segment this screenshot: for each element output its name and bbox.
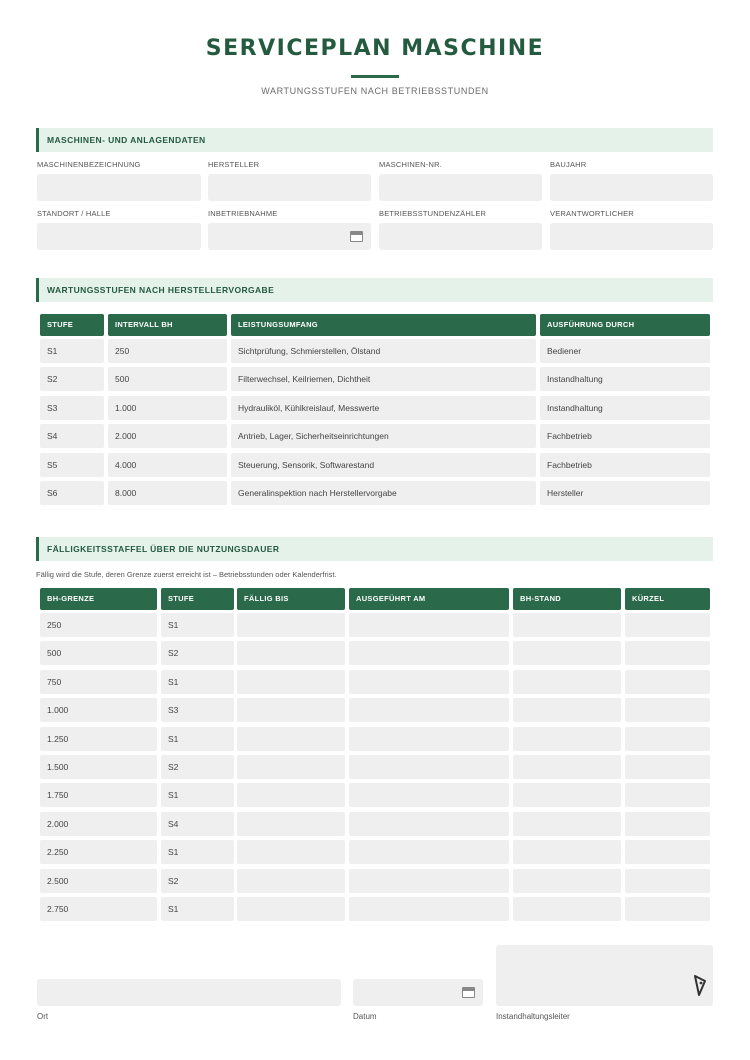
schedule-cell-r8-c3[interactable] — [349, 840, 509, 864]
calendar-icon[interactable] — [462, 987, 475, 998]
stages-cell-r2-c3: Instandhaltung — [540, 396, 710, 420]
commissioning-date-field[interactable] — [208, 223, 371, 250]
schedule-header-2: FÄLLIG BIS — [237, 588, 345, 610]
section-maintenance-stages: WARTUNGSSTUFEN NACH HERSTELLERVORGABE — [36, 278, 713, 302]
stages-cell-r0-c0: S1 — [40, 339, 104, 363]
schedule-cell-r1-c4[interactable] — [513, 641, 621, 665]
schedule-cell-r3-c0: 1.000 — [40, 698, 157, 722]
stages-cell-r5-c0: S6 — [40, 481, 104, 505]
field-label-responsible: VERANTWORTLICHER — [550, 209, 634, 218]
schedule-cell-r0-c4[interactable] — [513, 613, 621, 637]
field-label-location: STANDORT / HALLE — [37, 209, 111, 218]
section-machine-data: MASCHINEN- UND ANLAGENDATEN — [36, 128, 713, 152]
schedule-cell-r5-c2[interactable] — [237, 755, 345, 779]
schedule-cell-r4-c0: 1.250 — [40, 727, 157, 751]
stages-cell-r4-c0: S5 — [40, 453, 104, 477]
page-subtitle: WARTUNGSSTUFEN NACH BETRIEBSSTUNDEN — [261, 86, 489, 96]
field-label-commissioning: INBETRIEBNAHME — [208, 209, 278, 218]
schedule-cell-r3-c3[interactable] — [349, 698, 509, 722]
schedule-cell-r4-c5[interactable] — [625, 727, 710, 751]
schedule-cell-r6-c4[interactable] — [513, 783, 621, 807]
machine-name-field[interactable] — [37, 174, 201, 201]
pen-nib-icon — [693, 975, 707, 997]
schedule-cell-r8-c0: 2.250 — [40, 840, 157, 864]
schedule-cell-r1-c2[interactable] — [237, 641, 345, 665]
stages-cell-r0-c3: Bediener — [540, 339, 710, 363]
place-label: Ort — [37, 1012, 49, 1021]
page-title: SERVICEPLAN MASCHINE — [205, 36, 545, 61]
schedule-cell-r6-c0: 1.750 — [40, 783, 157, 807]
manufacturer-field[interactable] — [208, 174, 371, 201]
schedule-cell-r4-c1: S1 — [161, 727, 234, 751]
stages-cell-r2-c1: 1.000 — [108, 396, 227, 420]
field-label-year: BAUJAHR — [550, 160, 587, 169]
schedule-cell-r9-c1: S2 — [161, 869, 234, 893]
schedule-cell-r3-c1: S3 — [161, 698, 234, 722]
schedule-cell-r8-c5[interactable] — [625, 840, 710, 864]
schedule-cell-r1-c3[interactable] — [349, 641, 509, 665]
stages-header-2: LEISTUNGSUMFANG — [231, 314, 536, 336]
schedule-cell-r1-c1: S2 — [161, 641, 234, 665]
stages-cell-r1-c3: Instandhaltung — [540, 367, 710, 391]
year-field[interactable] — [550, 174, 713, 201]
stages-cell-r4-c1: 4.000 — [108, 453, 227, 477]
schedule-cell-r10-c2[interactable] — [237, 897, 345, 921]
schedule-cell-r3-c4[interactable] — [513, 698, 621, 722]
date-label: Datum — [353, 1012, 377, 1021]
stages-cell-r1-c2: Filterwechsel, Keilriemen, Dichtheit — [231, 367, 536, 391]
schedule-cell-r1-c0: 500 — [40, 641, 157, 665]
stages-header-0: STUFE — [40, 314, 104, 336]
field-label-manufacturer: HERSTELLER — [208, 160, 260, 169]
schedule-cell-r2-c3[interactable] — [349, 670, 509, 694]
field-label-hour-meter: BETRIEBSSTUNDENZÄHLER — [379, 209, 487, 218]
schedule-cell-r6-c3[interactable] — [349, 783, 509, 807]
signer-label: Instandhaltungsleiter — [496, 1012, 570, 1021]
schedule-cell-r3-c2[interactable] — [237, 698, 345, 722]
section-due-schedule: FÄLLIGKEITSSTAFFEL ÜBER DIE NUTZUNGSDAUER — [36, 537, 713, 561]
schedule-cell-r2-c0: 750 — [40, 670, 157, 694]
schedule-cell-r7-c0: 2.000 — [40, 812, 157, 836]
schedule-cell-r0-c2[interactable] — [237, 613, 345, 637]
responsible-field[interactable] — [550, 223, 713, 250]
schedule-cell-r6-c1: S1 — [161, 783, 234, 807]
stages-cell-r0-c2: Sichtprüfung, Schmierstellen, Ölstand — [231, 339, 536, 363]
stages-header-1: INTERVALL BH — [108, 314, 227, 336]
stages-cell-r3-c2: Antrieb, Lager, Sicherheitseinrichtungen — [231, 424, 536, 448]
schedule-cell-r5-c1: S2 — [161, 755, 234, 779]
schedule-cell-r3-c5[interactable] — [625, 698, 710, 722]
schedule-cell-r7-c2[interactable] — [237, 812, 345, 836]
schedule-cell-r2-c1: S1 — [161, 670, 234, 694]
schedule-cell-r6-c5[interactable] — [625, 783, 710, 807]
schedule-cell-r5-c0: 1.500 — [40, 755, 157, 779]
date-field[interactable] — [353, 979, 483, 1006]
place-field[interactable] — [37, 979, 341, 1006]
stages-cell-r3-c3: Fachbetrieb — [540, 424, 710, 448]
schedule-cell-r8-c4[interactable] — [513, 840, 621, 864]
schedule-cell-r9-c3[interactable] — [349, 869, 509, 893]
schedule-cell-r5-c3[interactable] — [349, 755, 509, 779]
schedule-cell-r10-c5[interactable] — [625, 897, 710, 921]
schedule-cell-r2-c2[interactable] — [237, 670, 345, 694]
schedule-header-3: AUSGEFÜHRT AM — [349, 588, 509, 610]
schedule-cell-r10-c3[interactable] — [349, 897, 509, 921]
field-label-machine-number: MASCHINEN-NR. — [379, 160, 443, 169]
schedule-note: Fällig wird die Stufe, deren Grenze zuerst erreicht ist – Betriebsstunden oder Kalenderfrist. — [36, 570, 337, 579]
stages-cell-r2-c0: S3 — [40, 396, 104, 420]
schedule-cell-r2-c4[interactable] — [513, 670, 621, 694]
signature-field[interactable] — [496, 945, 713, 1006]
stages-cell-r3-c1: 2.000 — [108, 424, 227, 448]
schedule-cell-r0-c0: 250 — [40, 613, 157, 637]
location-field[interactable] — [37, 223, 201, 250]
machine-number-field[interactable] — [379, 174, 542, 201]
schedule-cell-r6-c2[interactable] — [237, 783, 345, 807]
schedule-cell-r10-c4[interactable] — [513, 897, 621, 921]
stages-cell-r0-c1: 250 — [108, 339, 227, 363]
stages-cell-r4-c2: Steuerung, Sensorik, Softwarestand — [231, 453, 536, 477]
stages-cell-r5-c1: 8.000 — [108, 481, 227, 505]
stages-cell-r1-c1: 500 — [108, 367, 227, 391]
calendar-icon[interactable] — [350, 231, 363, 242]
stages-cell-r5-c2: Generalinspektion nach Herstellervorgabe — [231, 481, 536, 505]
schedule-cell-r2-c5[interactable] — [625, 670, 710, 694]
schedule-cell-r8-c1: S1 — [161, 840, 234, 864]
schedule-cell-r5-c5[interactable] — [625, 755, 710, 779]
stages-header-3: AUSFÜHRUNG DURCH — [540, 314, 710, 336]
stages-cell-r1-c0: S2 — [40, 367, 104, 391]
schedule-cell-r7-c5[interactable] — [625, 812, 710, 836]
schedule-cell-r0-c3[interactable] — [349, 613, 509, 637]
schedule-header-1: STUFE — [161, 588, 234, 610]
schedule-cell-r7-c1: S4 — [161, 812, 234, 836]
stages-cell-r5-c3: Hersteller — [540, 481, 710, 505]
schedule-cell-r9-c4[interactable] — [513, 869, 621, 893]
schedule-cell-r1-c5[interactable] — [625, 641, 710, 665]
schedule-cell-r7-c3[interactable] — [349, 812, 509, 836]
schedule-cell-r0-c1: S1 — [161, 613, 234, 637]
stages-cell-r2-c2: Hydrauliköl, Kühlkreislauf, Messwerte — [231, 396, 536, 420]
schedule-header-0: BH-GRENZE — [40, 588, 157, 610]
schedule-cell-r9-c5[interactable] — [625, 869, 710, 893]
schedule-cell-r9-c0: 2.500 — [40, 869, 157, 893]
schedule-cell-r10-c0: 2.750 — [40, 897, 157, 921]
stages-cell-r3-c0: S4 — [40, 424, 104, 448]
schedule-cell-r4-c3[interactable] — [349, 727, 509, 751]
schedule-cell-r8-c2[interactable] — [237, 840, 345, 864]
schedule-cell-r9-c2[interactable] — [237, 869, 345, 893]
hour-meter-field[interactable] — [379, 223, 542, 250]
title-underline — [351, 75, 399, 78]
schedule-cell-r4-c4[interactable] — [513, 727, 621, 751]
schedule-header-4: BH-STAND — [513, 588, 621, 610]
schedule-cell-r0-c5[interactable] — [625, 613, 710, 637]
schedule-cell-r10-c1: S1 — [161, 897, 234, 921]
field-label-machine-name: MASCHINENBEZEICHNUNG — [37, 160, 141, 169]
schedule-cell-r4-c2[interactable] — [237, 727, 345, 751]
stages-cell-r4-c3: Fachbetrieb — [540, 453, 710, 477]
schedule-header-5: KÜRZEL — [625, 588, 710, 610]
schedule-cell-r7-c4[interactable] — [513, 812, 621, 836]
schedule-cell-r5-c4[interactable] — [513, 755, 621, 779]
